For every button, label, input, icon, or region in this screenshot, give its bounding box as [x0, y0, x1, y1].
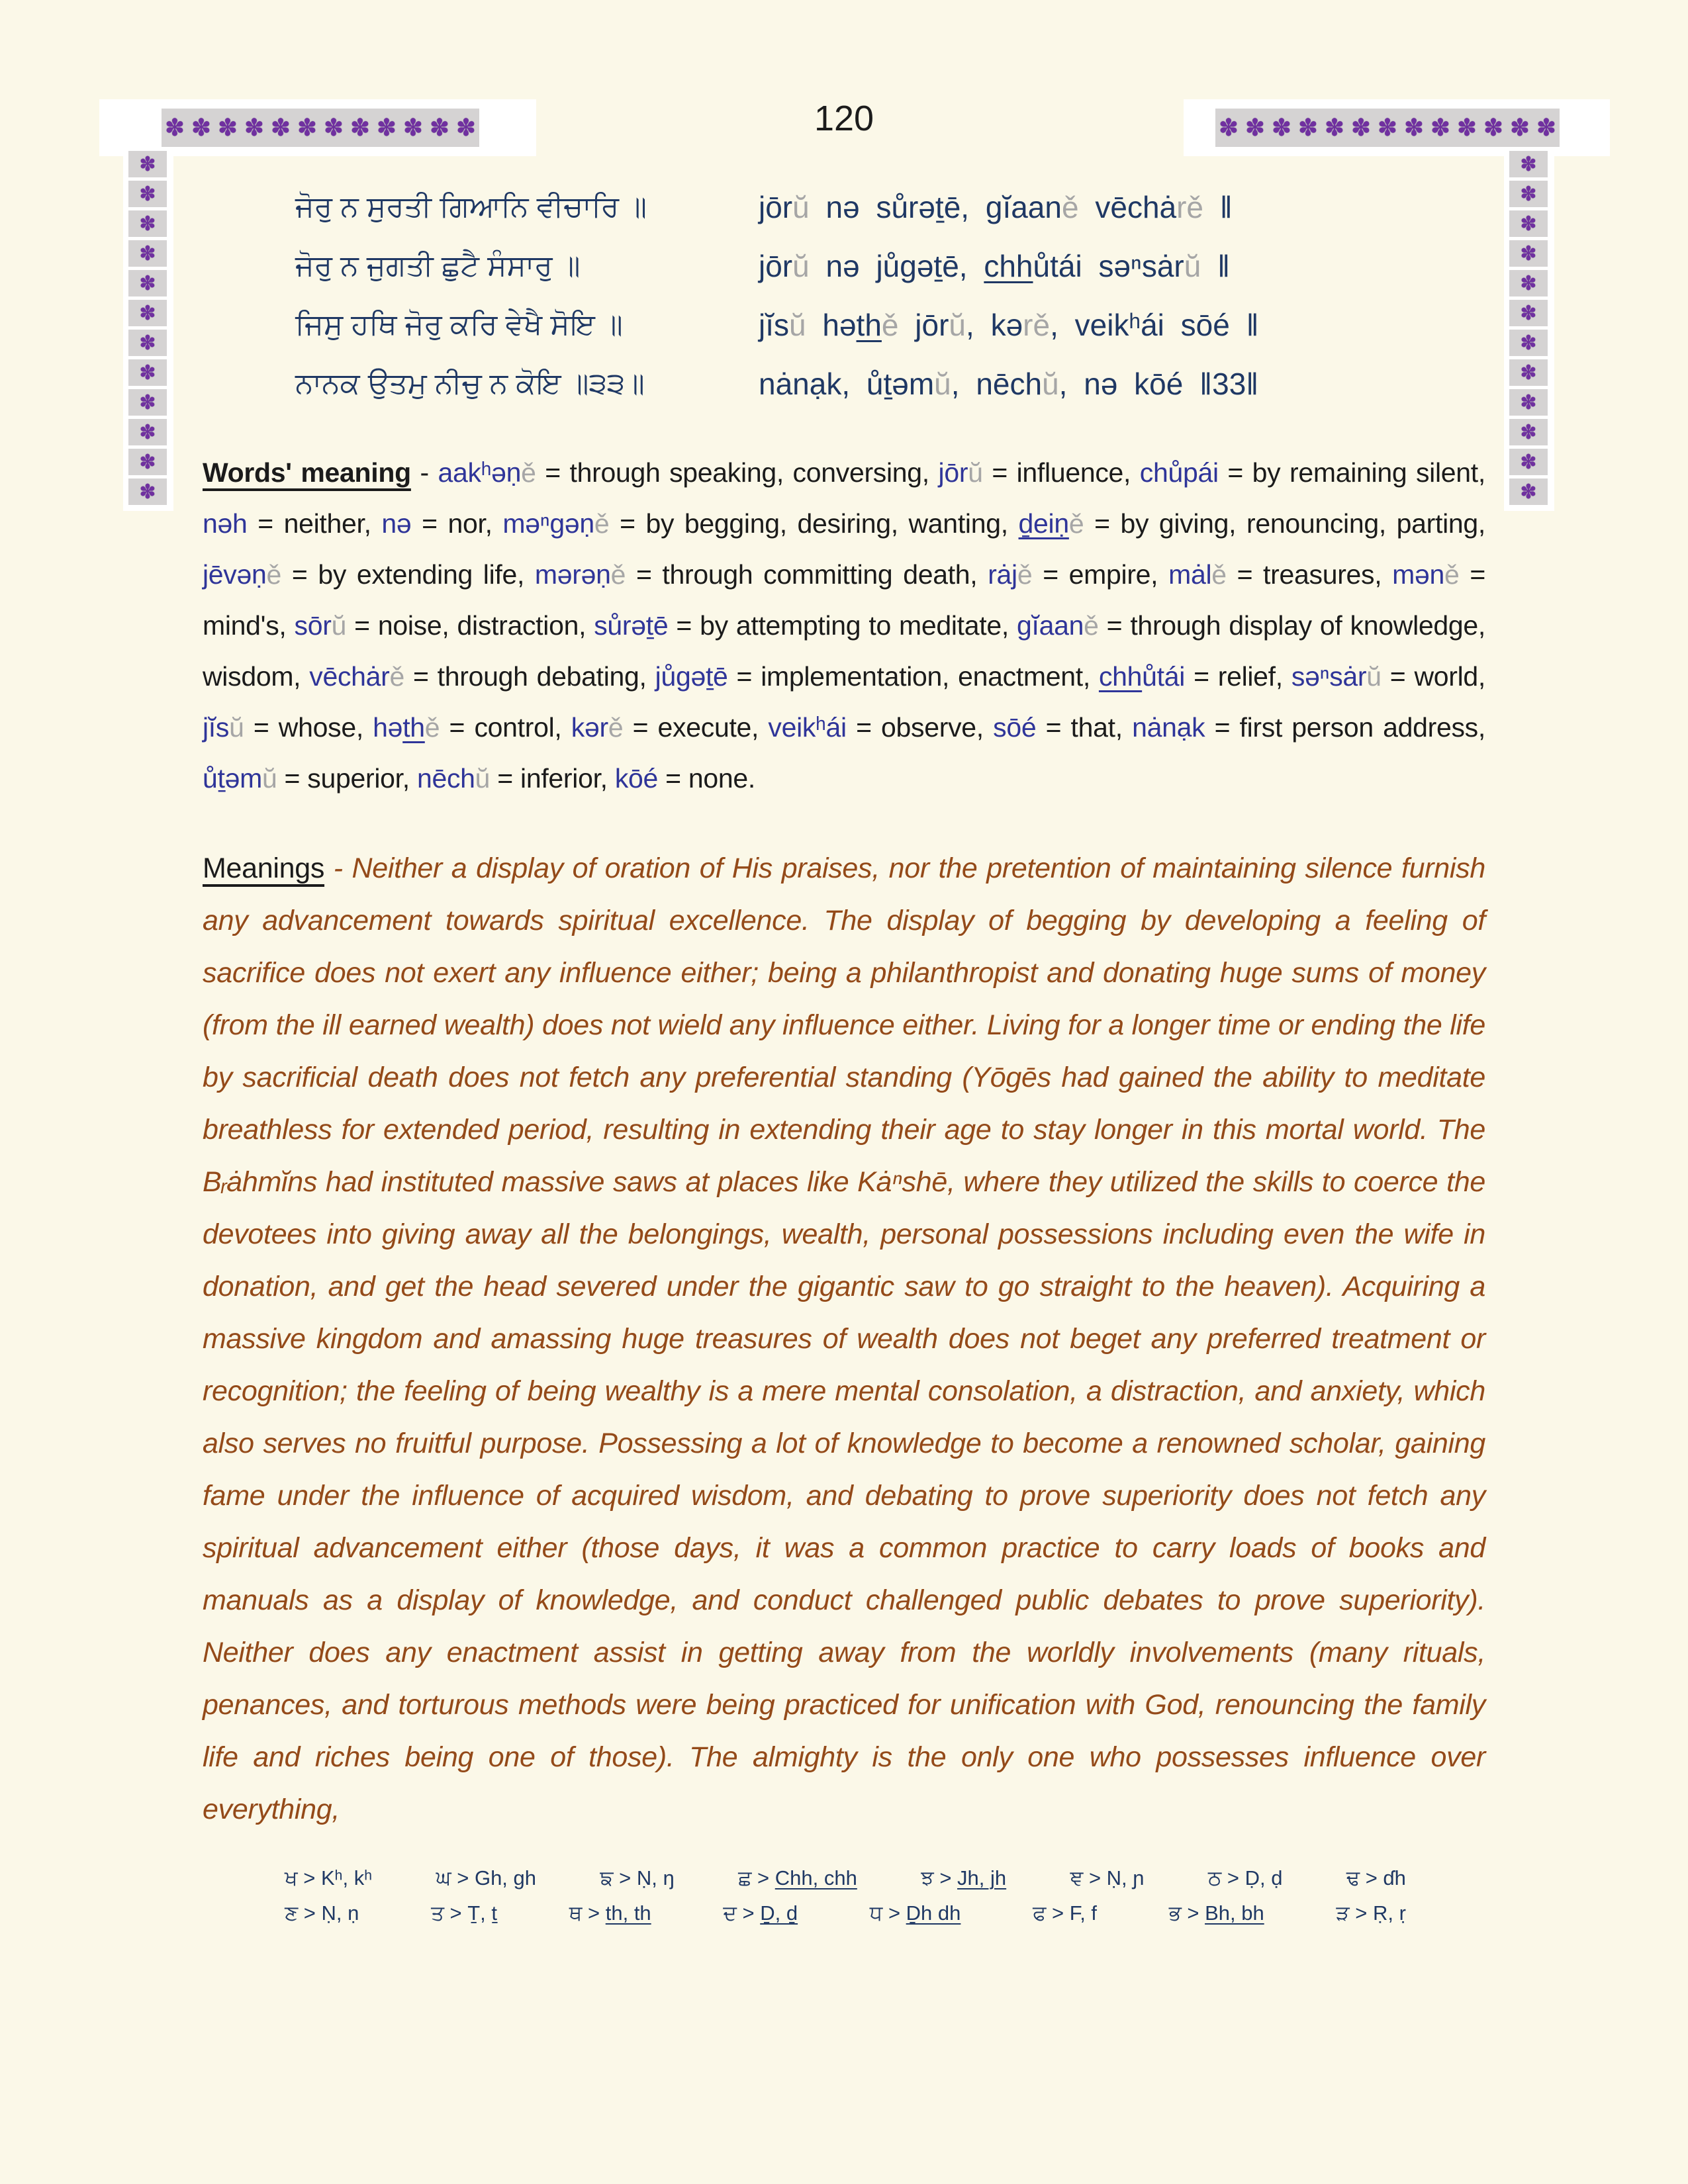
- flower-ornament-icon: ✽: [1480, 109, 1507, 147]
- transliteration-line: [759, 248, 1230, 284]
- words-meaning-segment: = by extending life,: [281, 559, 535, 590]
- flower-ornament-icon: ✽: [1242, 109, 1268, 147]
- latin-equivalent: Gh, gh: [474, 1866, 537, 1889]
- latin-equivalent: Ḏh dh: [906, 1901, 961, 1925]
- pronunciation-key-item: [1070, 1866, 1145, 1891]
- gurmukhi-letter: ਘ: [436, 1866, 457, 1889]
- gurmukhi-letter: ਦ: [723, 1901, 743, 1925]
- latin-equivalent: Bh, bh: [1205, 1901, 1264, 1925]
- latin-equivalent: F, f: [1069, 1901, 1098, 1925]
- pronunciation-key-item: [1033, 1901, 1097, 1926]
- flower-ornament-icon: ✽: [1401, 109, 1427, 147]
- pronunciation-key-item: [870, 1901, 961, 1926]
- mapping-arrow: >: [1227, 1866, 1245, 1889]
- words-meaning-segment: sůrəṯē: [594, 610, 669, 641]
- words-meaning-segment: = relief,: [1185, 661, 1291, 692]
- mapping-arrow: >: [449, 1901, 468, 1925]
- words-meaning-segment: = noise, distraction,: [346, 610, 594, 641]
- gurmukhi-letter: ਖ: [285, 1866, 304, 1889]
- page-number: 120: [814, 99, 874, 138]
- words-meaning-heading: Words' meaning: [203, 457, 411, 488]
- words-meaning-segment: ŭ: [261, 763, 277, 794]
- pronunciation-key-item: [1346, 1866, 1406, 1891]
- meanings-dash: -: [324, 852, 352, 884]
- words-meaning-segment: = through speaking, conversing,: [536, 457, 939, 488]
- latin-equivalent: th, th: [605, 1901, 651, 1925]
- words-meaning-segment: ě: [1211, 559, 1227, 590]
- flower-ornament-icon: ✽: [1509, 478, 1548, 505]
- transliteration-segment: hə: [806, 307, 857, 342]
- transliteration-segment: jĭs: [759, 307, 789, 342]
- words-meaning-segment: ůtái: [1142, 661, 1186, 692]
- words-meaning-segment: = by begging, desiring, wanting,: [609, 508, 1019, 539]
- flower-ornament-icon: ✽: [1533, 109, 1560, 147]
- flower-ornament-icon: ✽: [347, 109, 373, 147]
- flower-ornament-icon: ✽: [1509, 449, 1548, 475]
- words-meaning-segment: kōé: [614, 763, 659, 794]
- flower-ornament-icon: ✽: [320, 109, 347, 147]
- words-meaning-segment: nə: [381, 508, 412, 539]
- verse-row: [295, 236, 1485, 295]
- latin-equivalent: Ṯ, ṯ: [467, 1901, 498, 1925]
- transliteration-segment: , kə: [966, 307, 1023, 342]
- flower-ornament-icon: ✽: [128, 389, 167, 416]
- transliteration-segment: vēchȧ: [1078, 189, 1177, 224]
- pronunciation-key-item: [436, 1866, 536, 1891]
- gurmukhi-letter: ਥ: [569, 1901, 588, 1925]
- words-meaning-segment: səⁿsȧr: [1291, 661, 1367, 692]
- words-meaning-segment: ě: [266, 559, 282, 590]
- words-meaning-segment: = through committing death,: [626, 559, 988, 590]
- words-meaning-segment: = world,: [1381, 661, 1486, 692]
- transliteration-line: [759, 307, 1259, 343]
- words-meaning-segment: mərəṇ: [534, 559, 611, 590]
- words-meaning-segment: = mind's,: [203, 559, 1486, 641]
- words-meaning-segment: kər: [571, 712, 608, 743]
- mapping-arrow: >: [742, 1901, 761, 1925]
- words-meaning-segment: rȧj: [988, 559, 1017, 590]
- transliteration-line: [759, 366, 1258, 402]
- transliteration-segment: jōr: [759, 189, 793, 224]
- words-meaning-segment: ě: [424, 712, 440, 743]
- words-meaning-segment: ŭ: [968, 457, 983, 488]
- verse-row: [295, 295, 1485, 354]
- words-meaning-segment: = whose,: [244, 712, 373, 743]
- transliteration-segment: , veikʰái sōé ‖: [1050, 307, 1259, 342]
- flower-ornament-icon: ✽: [1509, 419, 1548, 445]
- words-meaning-segment: ě: [608, 712, 624, 743]
- words-meaning-body: [203, 457, 1485, 794]
- flower-ornament-icon: ✽: [128, 240, 167, 267]
- flower-ornament-icon: ✽: [373, 109, 400, 147]
- words-meaning-segment: mȧl: [1168, 559, 1212, 590]
- words-meaning-segment: ḏeiṇ: [1018, 508, 1069, 539]
- flower-ornament-icon: ✽: [214, 109, 241, 147]
- flower-ornament-icon: ✽: [241, 109, 267, 147]
- transliteration-segment: ŭ: [792, 248, 810, 283]
- transliteration-segment: nȧnạk, ůṯəm: [759, 366, 935, 401]
- flower-ornament-icon: ✽: [294, 109, 320, 147]
- words-meaning-segment: ŭ: [1366, 661, 1382, 692]
- latin-equivalent: Ṛ, ṛ: [1372, 1901, 1406, 1925]
- gurmukhi-letter: ਭ: [1168, 1901, 1188, 1925]
- words-meaning-segment: = first person address,: [1205, 712, 1485, 743]
- transliteration-segment: ŭ: [934, 366, 951, 401]
- transliteration-line: [759, 189, 1233, 225]
- words-meaning-segment: nēch: [416, 763, 475, 794]
- words-meaning-segment: = by remaining silent,: [1218, 457, 1485, 488]
- words-meaning-segment: = superior,: [277, 763, 417, 794]
- pronunciation-key-item: [285, 1901, 359, 1926]
- flower-ornament-icon: ✽: [1374, 109, 1401, 147]
- words-meaning-segment: ě: [610, 559, 626, 590]
- mapping-arrow: >: [588, 1901, 606, 1925]
- gurmukhi-letter: ਙ: [600, 1866, 620, 1889]
- pronunciation-key-item: [569, 1901, 651, 1926]
- transliteration-segment: rě: [1176, 189, 1204, 224]
- words-meaning-segment: ě: [1444, 559, 1460, 590]
- words-meaning-segment: gĭaan: [1016, 610, 1084, 641]
- verse-row: [295, 177, 1485, 236]
- mapping-arrow: >: [1355, 1901, 1373, 1925]
- transliteration-segment: ŭ: [789, 307, 806, 342]
- pronunciation-key-item: [285, 1866, 372, 1891]
- words-meaning-segment: = by giving, renouncing, parting,: [1084, 508, 1486, 539]
- flower-ornament-icon: ✽: [1507, 109, 1533, 147]
- flower-ornament-icon: ✽: [1321, 109, 1348, 147]
- pronunciation-key-item: [1336, 1901, 1406, 1926]
- transliteration-segment: ŭ: [1184, 248, 1201, 283]
- words-meaning-segment: jōr: [938, 457, 968, 488]
- flower-ornament-icon: ✽: [128, 478, 167, 505]
- words-meaning-segment: ŭ: [331, 610, 347, 641]
- mapping-arrow: >: [1051, 1901, 1070, 1925]
- flower-ornament-icon: ✽: [128, 151, 167, 177]
- transliteration-segment: ě: [1061, 189, 1079, 224]
- words-meaning-segment: ě: [1084, 610, 1099, 641]
- flower-ornament-icon: ✽: [162, 109, 188, 147]
- pronunciation-key-item: [431, 1901, 497, 1926]
- transliteration-segment: chh: [984, 248, 1033, 283]
- words-meaning-segment: ě: [594, 508, 610, 539]
- words-meaning-segment: chůpái: [1139, 457, 1219, 488]
- flower-ornament-icon: ✽: [128, 270, 167, 296]
- flower-ornament-icon: ✽: [400, 109, 426, 147]
- flower-ornament-icon: ✽: [128, 300, 167, 326]
- flower-ornament-icon: ✽: [1427, 109, 1454, 147]
- transliteration-segment: ŭ: [792, 189, 810, 224]
- flower-ornament-icon: ✽: [1509, 270, 1548, 296]
- words-meaning-segment: = empire,: [1032, 559, 1169, 590]
- words-meaning-segment: məⁿgəṇ: [502, 508, 594, 539]
- mapping-arrow: >: [619, 1866, 637, 1889]
- words-meaning-segment: chh: [1098, 661, 1143, 692]
- transliteration-segment: ‖: [1201, 248, 1231, 283]
- gurmukhi-line: ਜੋਰੁ ਨ ਜੁਗਤੀ ਛੁਟੈ ਸੰਸਾਰੁ ॥: [295, 249, 581, 282]
- flower-ornament-icon: ✽: [128, 449, 167, 475]
- latin-equivalent: Ṇ, ṇ: [321, 1901, 359, 1925]
- meanings-text: Neither a display of oration of His praises, nor the pretention of maintaining silence furnish any advancement towards spiritual excellence. The display of begging by developing a feeling of sacrifice does not exert any influence either; being a philanthropist and donating huge sums of money (from the ill earned wealth) does not wield any influence either. Living for a longer time or ending the life by sacrificial death does not fetch any preferential standing (Yōgēs had gained the ability to meditate breathless for extended period, resulting in extending their age to stay longer in this mortal world. The Bᵣȧhmĭns had instituted massive saws at places like Kȧⁿshē, where they utilized the skills to coerce the devotees into giving away all the belongings, wealth, personal possessions including even the wife in donation, and get the head severed under the gigantic saw to go straight to the heaven). Acquiring a massive kingdom and amassing huge treasures of wealth does not beget any preferred treatment or recognition; the feeling of being wealthy is a mere mental consolation, a distraction, and anxiety, which also serves no fruitful purpose. Possessing a lot of knowledge to become a renowned scholar, gaining fame under the influence of acquired wisdom, and debating to prove superiority does not fetch any spiritual advancement either (those days, it was a common practice to carry loads of books and manuals as a display of knowledge, and conduct challenged public debates to prove superiority). Neither does any enactment assist in getting away from the worldly involvements (many rituals, penances, and torturous methods were being practiced for unification with God, renouncing the family life and riches being one of those). The almighty is the only one who possesses influence over everything,: [203, 852, 1485, 1825]
- meanings-paragraph: [203, 842, 1485, 1836]
- words-meaning-segment: = through debating,: [404, 661, 655, 692]
- words-meaning-segment: hə: [373, 712, 403, 743]
- words-meaning-segment: veikʰái: [768, 712, 847, 743]
- words-meaning-dash: -: [410, 457, 438, 488]
- latin-equivalent: Kʰ, kʰ: [321, 1866, 373, 1889]
- meanings-heading: Meanings: [203, 852, 325, 884]
- gurmukhi-letter: ੜ: [1336, 1901, 1356, 1925]
- words-meaning-segment: = influence,: [982, 457, 1140, 488]
- transliteration-segment: ě: [881, 307, 899, 342]
- gurmukhi-letter: ਞ: [1070, 1866, 1089, 1889]
- words-meaning-segment: ě: [521, 457, 536, 488]
- flower-ornament-icon: ✽: [1295, 109, 1321, 147]
- flower-ornament-icon: ✽: [128, 359, 167, 386]
- latin-equivalent: Jh, jh: [957, 1866, 1007, 1889]
- pronunciation-key-item: [1169, 1901, 1264, 1926]
- words-meaning-segment: = control,: [440, 712, 571, 743]
- flower-ornament-icon: ✽: [453, 109, 479, 147]
- flower-ornament-icon: ✽: [128, 210, 167, 237]
- transliteration-segment: jōr: [898, 307, 949, 342]
- flower-ornament-icon: ✽: [1509, 389, 1548, 416]
- words-meaning-segment: ŭ: [229, 712, 244, 743]
- words-meaning-segment: = by attempting to meditate,: [668, 610, 1017, 641]
- words-meaning-segment: mən: [1392, 559, 1445, 590]
- flower-ornament-icon: ✽: [426, 109, 453, 147]
- words-meaning-segment: th: [402, 712, 425, 743]
- pronunciation-key-item: [1208, 1866, 1283, 1891]
- pronunciation-key: [285, 1866, 1406, 1926]
- mapping-arrow: >: [939, 1866, 958, 1889]
- mapping-arrow: >: [457, 1866, 475, 1889]
- pronunciation-key-row: [285, 1901, 1406, 1926]
- transliteration-segment: nə sůrəṯē,: [809, 189, 986, 224]
- flower-ornament-icon: ✽: [267, 109, 294, 147]
- gurmukhi-letter: ਢ: [1346, 1866, 1366, 1889]
- words-meaning-segment: aakʰəṇ: [438, 457, 522, 488]
- flower-ornament-icon: ✽: [1215, 109, 1242, 147]
- words-meaning-segment: sōé: [993, 712, 1037, 743]
- pronunciation-key-row: [285, 1866, 1406, 1891]
- flower-ornament-icon: ✽: [128, 419, 167, 445]
- verse-row: [295, 354, 1485, 413]
- flower-ornament-icon: ✽: [1509, 330, 1548, 356]
- words-meaning-segment: vēchȧr: [309, 661, 390, 692]
- words-meaning-segment: jēvəṇ: [203, 559, 267, 590]
- words-meaning-segment: ůṯəm: [203, 763, 262, 794]
- transliteration-segment: ⁿ: [1131, 248, 1142, 283]
- pronunciation-key-item: [600, 1866, 674, 1891]
- flower-ornament-icon: ✽: [1509, 210, 1548, 237]
- transliteration-segment: , nə kōé ‖33‖: [1058, 366, 1259, 401]
- gurmukhi-letter: ਛ: [738, 1866, 758, 1889]
- mapping-arrow: >: [1187, 1901, 1205, 1925]
- words-meaning-segment: nȧnạk: [1132, 712, 1205, 743]
- verse-block: [295, 177, 1485, 413]
- words-meaning-segment: ŭ: [475, 763, 491, 794]
- transliteration-segment: sȧr: [1141, 248, 1184, 283]
- words-meaning-segment: = through display of knowledge, wisdom,: [203, 610, 1485, 692]
- transliteration-segment: th: [856, 307, 882, 342]
- mapping-arrow: >: [1365, 1866, 1383, 1889]
- mapping-arrow: >: [303, 1901, 322, 1925]
- transliteration-segment: gĭaan: [985, 189, 1062, 224]
- gurmukhi-letter: ਤ: [431, 1901, 450, 1925]
- latin-equivalent: Ḏ, ḏ: [760, 1901, 798, 1925]
- latin-equivalent: Ḍ, ḍ: [1244, 1866, 1283, 1889]
- gurmukhi-line: ਨਾਨਕ ਉਤਮੁ ਨੀਚੁ ਨ ਕੋਇ ॥੩੩॥: [295, 367, 645, 400]
- transliteration-segment: nə jůgəṯē,: [809, 248, 984, 283]
- words-meaning-segment: = execute,: [623, 712, 769, 743]
- gurmukhi-letter: ਝ: [921, 1866, 940, 1889]
- flower-ornament-icon: ✽: [1454, 109, 1480, 147]
- transliteration-segment: rě: [1023, 307, 1051, 342]
- words-meaning-segment: = that,: [1036, 712, 1133, 743]
- gurmukhi-line: ਜੋਰੁ ਨ ਸੁਰਤੀ ਗਿਆਨਿ ਵੀਚਾਰਿ ॥: [295, 190, 647, 223]
- gurmukhi-line: ਜਿਸੁ ਹਥਿ ਜੋਰੁ ਕਰਿ ਵੇਖੈ ਸੋਇ ॥: [295, 308, 623, 341]
- flower-ornament-icon: ✽: [1509, 151, 1548, 177]
- gurmukhi-letter: ਣ: [285, 1901, 304, 1925]
- words-meaning-segment: ě: [1068, 508, 1084, 539]
- flower-ornament-icon: ✽: [1268, 109, 1295, 147]
- gurmukhi-letter: ਠ: [1207, 1866, 1227, 1889]
- flower-ornament-icon: ✽: [1509, 359, 1548, 386]
- pronunciation-key-item: [921, 1866, 1006, 1891]
- words-meaning-segment: nəh: [203, 508, 248, 539]
- words-meaning-paragraph: [203, 447, 1485, 804]
- mapping-arrow: >: [1088, 1866, 1107, 1889]
- gurmukhi-letter: ਧ: [869, 1901, 888, 1925]
- mapping-arrow: >: [888, 1901, 906, 1925]
- words-meaning-segment: = nor,: [411, 508, 503, 539]
- pronunciation-key-item: [723, 1901, 798, 1926]
- mapping-arrow: >: [303, 1866, 321, 1889]
- latin-equivalent: ɗh: [1383, 1866, 1406, 1889]
- transliteration-segment: jōr: [759, 248, 793, 283]
- transliteration-segment: ŭ: [949, 307, 966, 342]
- pronunciation-key-item: [738, 1866, 857, 1891]
- transliteration-segment: , nēch: [951, 366, 1043, 401]
- words-meaning-segment: sōr: [294, 610, 332, 641]
- words-meaning-segment: ě: [1017, 559, 1033, 590]
- flower-ornament-icon: ✽: [1509, 300, 1548, 326]
- words-meaning-segment: = neither,: [247, 508, 382, 539]
- words-meaning-segment: ě: [389, 661, 405, 692]
- words-meaning-segment: = observe,: [846, 712, 994, 743]
- flower-ornament-icon: ✽: [1509, 240, 1548, 267]
- latin-equivalent: Ṇ, ŋ: [636, 1866, 675, 1889]
- latin-equivalent: Chh, chh: [774, 1866, 857, 1889]
- transliteration-segment: ŭ: [1042, 366, 1059, 401]
- gurmukhi-letter: ਫ: [1033, 1901, 1052, 1925]
- flower-ornament-icon: ✽: [1348, 109, 1374, 147]
- latin-equivalent: Ṇ, ɲ: [1106, 1866, 1145, 1889]
- flower-ornament-icon: ✽: [1509, 181, 1548, 207]
- words-meaning-segment: = inferior,: [490, 763, 615, 794]
- words-meaning-segment: = treasures,: [1226, 559, 1393, 590]
- transliteration-segment: ůtái sə: [1033, 248, 1131, 283]
- flower-ornament-icon: ✽: [128, 330, 167, 356]
- words-meaning-segment: jĭs: [203, 712, 230, 743]
- mapping-arrow: >: [757, 1866, 775, 1889]
- words-meaning-segment: jůgəṯē: [655, 661, 728, 692]
- flower-ornament-icon: ✽: [128, 181, 167, 207]
- flower-ornament-icon: ✽: [188, 109, 214, 147]
- words-meaning-segment: = none.: [658, 763, 756, 794]
- transliteration-segment: ‖: [1203, 189, 1233, 224]
- words-meaning-segment: = implementation, enactment,: [727, 661, 1099, 692]
